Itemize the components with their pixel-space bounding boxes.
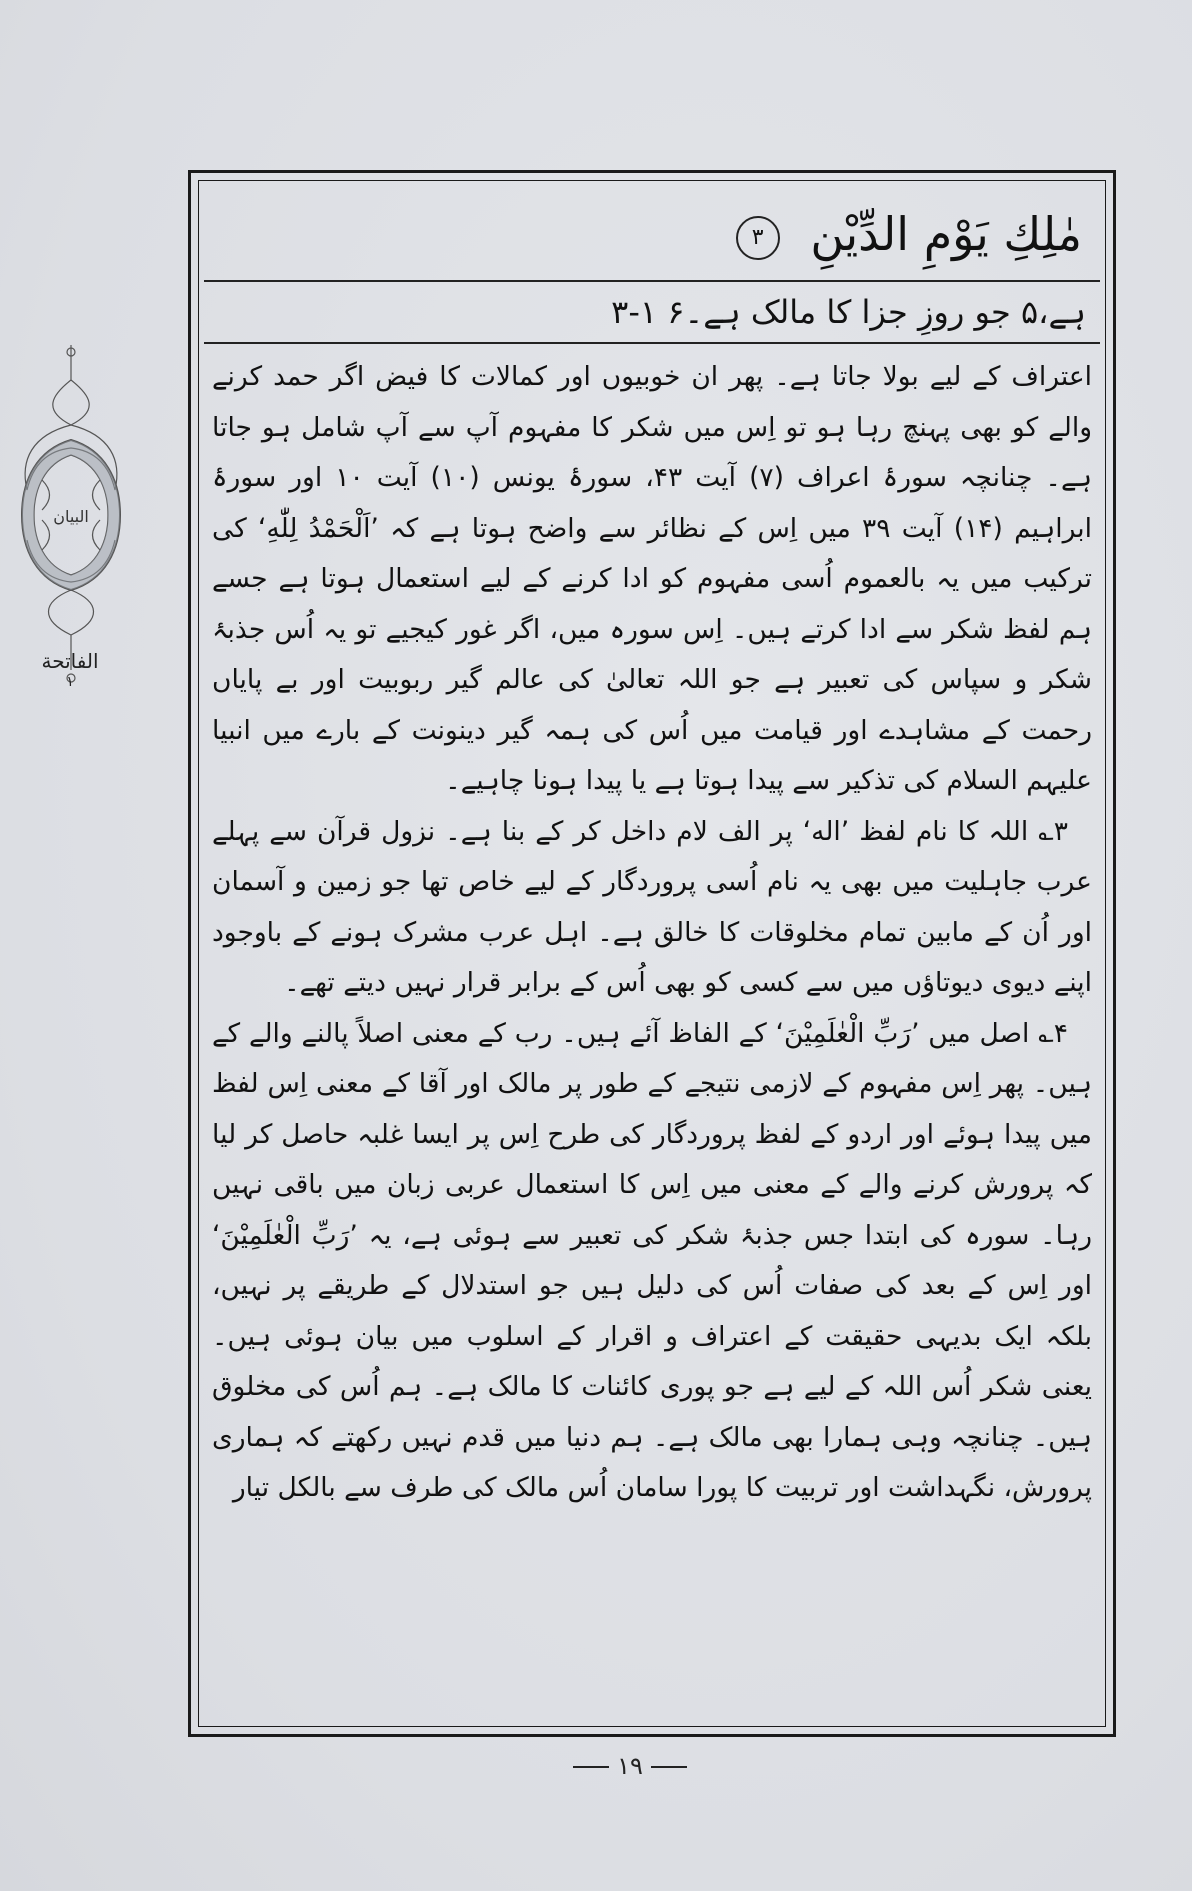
verse-number-marker: ۳	[736, 216, 780, 260]
surah-name: الفاتحة	[41, 649, 99, 673]
page-number-value: ۱۹	[617, 1752, 643, 1780]
verse-text: مٰلِكِ يَوْمِ الدِّيْنِ	[810, 207, 1082, 261]
translation-divider	[204, 342, 1100, 344]
commentary-note-3: ۳؎ اللہ کا نام لفظ ’اله‘ پر الف لام داخل کر کے بنا ہے۔ نزول قرآن سے پہلے عرب جاہلیت میں بھی یہ نام اُسی پروردگار کے لیے خاص تھا جو زمین و آسمان اور اُن کے مابین تمام مخلوقات کا خالق ہے۔ اہل عرب مشرک ہونے کے باوجود اپنے دیوی دیوتاؤں میں سے کسی کو بھی اُس کے برابر قرار نہیں دیتے تھے۔	[212, 815, 1092, 998]
commentary	[212, 352, 1092, 1514]
verse-translation: ہے،۵ جو روزِ جزا کا مالک ہے۔۶ ۱-۳	[611, 293, 1086, 331]
page-number	[560, 1752, 700, 1780]
commentary-note-4: ۴؎ اصل میں ’رَبِّ الْعٰلَمِيْنَ‘ کے الفاظ آئے ہیں۔ رب کے معنی اصلاً پالنے والے کے ہیں۔ پھر اِس مفہوم کے لازمی نتیجے کے طور پر مالک اور آقا کے معنی اِس لفظ میں پیدا ہوئے اور اردو کے لفظ پروردگار کی طرح اِس پر ایسا غلبہ حاصل کر لیا کہ پرورش کرنے والے کے معنی میں اِس کا استعمال عربی زبان میں باقی نہیں رہا۔ سورہ کی ابتدا جس جذبۂ شکر کی تعبیر سے ہوئی ہے، یہ ’رَبِّ الْعٰلَمِيْنَ‘ اور اِس کے بعد کی صفات اُس کی دلیل ہیں جو استدلال کے طریقے پر نہیں، بلکہ ایک بدیہی حقیقت کے اعتراف و اقرار کے اسلوب میں بیان ہوئی ہیں۔ یعنی شکر اُس اللہ کے لیے ہے جو پوری کائنات کا مالک ہے۔ ہم اُس کی مخلوق ہیں۔ چنانچہ وہی ہمارا بھی مالک ہے۔ ہم دنیا میں قدم نہیں رکھتے کہ ہماری پرورش، نگہداشت اور تربیت کا پورا سامان اُس مالک کی طرف سے بالکل تیار	[212, 1017, 1092, 1503]
page-number-dash-left	[573, 1766, 609, 1768]
page-number-dash-right	[651, 1766, 687, 1768]
ornament-label: البیان	[53, 507, 89, 526]
surah-number: ١	[66, 674, 74, 690]
main-text-area	[212, 188, 1092, 1514]
commentary-paragraph: اعتراف کے لیے بولا جاتا ہے۔ پھر ان خوبیوں اور کمالات کا فیض اگر حمد کرنے والے کو بھی پہنچ رہا ہو تو اِس میں شکر کا مفہوم آپ سے آپ شامل ہو جاتا ہے۔ چنانچہ سورۂ اعراف (۷) آیت ۴۳، سورۂ یونس (۱۰) آیت ۱۰ اور سورۂ ابراہیم (۱۴) آیت ۳۹ میں اِس کے نظائر سے واضح ہوتا ہے کہ ’اَلْحَمْدُ لِلّٰهِ‘ کی ترکیب میں یہ بالعموم اُسی مفہوم کو ادا کرنے کے لیے استعمال ہوتا ہے جسے ہم لفظ شکر سے ادا کرتے ہیں۔ اِس سورہ میں، اگر غور کیجیے تو یہ اُس جذبۂ شکر و سپاس کی تعبیر ہے جو اللہ تعالیٰ کی عالم گیر ربوبیت اور بے پایاں رحمت کے مشاہدے اور قیامت میں اُس کی ہمہ گیر دینونت کے بارے میں انبیا علیہم السلام کی تذکیر سے پیدا ہوتا ہے یا پیدا ہونا چاہیے۔	[212, 361, 1093, 796]
surah-label	[20, 648, 120, 690]
surah-ornament-icon	[12, 340, 130, 690]
arabic-verse	[212, 188, 1092, 280]
